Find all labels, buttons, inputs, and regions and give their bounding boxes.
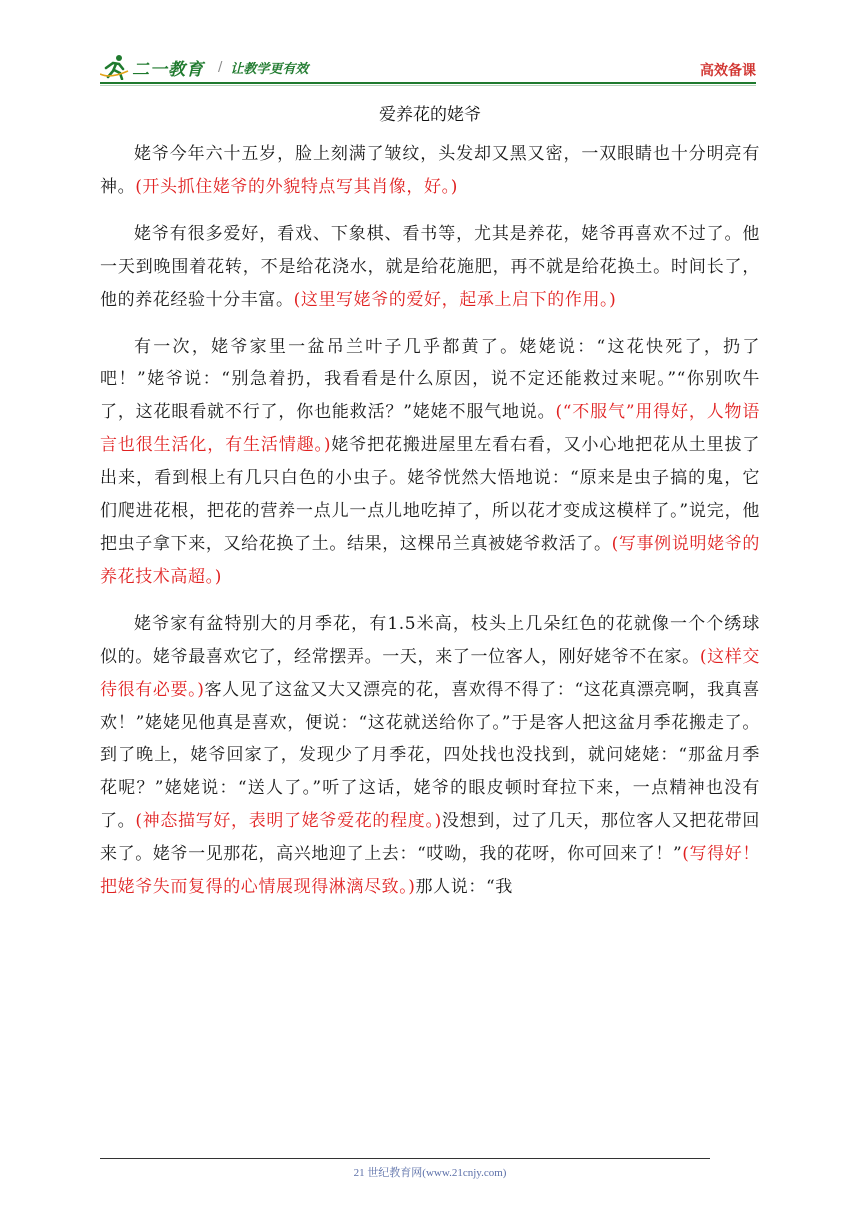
teacher-comment: (开头抓住姥爷的外貌特点写其肖像，好。) xyxy=(135,176,458,197)
paragraph xyxy=(100,608,760,904)
header-separator: / xyxy=(218,59,223,75)
paragraph xyxy=(100,218,760,317)
teacher-comment: (这里写姥爷的爱好，起承上启下的作用。) xyxy=(293,289,617,310)
teacher-comment: (“不服气”用得好，人物语言也很生活化，有生活情趣。) xyxy=(100,402,760,456)
body-text: 姥爷把花搬进屋里左看右看，又小心地把花从土里拔了出来，看到根上有几只白色的小虫子。姥爷恍然大悟地说：“原来是虫子搞的鬼，它们爬进花根，把花的营养一点儿一点儿地吃掉了，所以花才变成这模样了。”说完，他把虫子拿下来，又给花换了土。结果，这棵吊兰真被姥爷救活了。 xyxy=(100,435,760,554)
footer-divider xyxy=(100,1158,710,1159)
document-body xyxy=(100,138,760,918)
body-text: 那人说：“我 xyxy=(415,877,513,898)
header-divider-thin xyxy=(100,85,756,86)
logo-text: 二一教育 xyxy=(132,59,204,80)
body-text: 姥爷家有盆特别大的月季花，有1.5米高，枝头上几朵红色的花就像一个个绣球似的。姥爷最喜欢它了，经常摆弄。一天，来了一位客人，刚好姥爷不在家。 xyxy=(100,613,760,667)
header-right-label: 高效备课 xyxy=(700,63,756,79)
paragraph xyxy=(100,331,760,594)
teacher-comment: (写得好！把姥爷失而复得的心情展现得淋漓尽致。) xyxy=(100,844,760,898)
teacher-comment: (神态描写好，表明了姥爷爱花的程度。) xyxy=(135,811,442,832)
page-header xyxy=(100,52,756,82)
running-figure-icon xyxy=(100,54,130,80)
paragraph xyxy=(100,138,760,204)
header-slogan: 让教学更有效 xyxy=(230,61,309,77)
document-title: 爱养花的姥爷 xyxy=(379,105,481,125)
body-text: 姥爷今年六十五岁，脸上刻满了皱纹，头发却又黑又密，一双眼睛也十分明亮有神。 xyxy=(100,144,760,197)
teacher-comment: (写事例说明姥爷的养花技术高超。) xyxy=(100,533,760,587)
body-text: 客人见了这盆又大又漂亮的花，喜欢得不得了：“这花真漂亮啊，我真喜欢！”姥姥见他真是喜欢，便说：“这花就送给你了。”于是客人把这盆月季花搬走了。到了晚上，姥爷回家了，发现少了月季花，四处找也没找到，就问姥姥：“那盆月季花呢？”姥姥说：“送人了。”听了这话，姥爷的眼皮顿时耷拉下来，一点精神也没有了。 xyxy=(100,679,760,832)
footer-source: 21 世纪教育网(www.21cnjy.com) xyxy=(353,1167,507,1179)
body-text: 姥爷有很多爱好，看戏、下象棋、看书等，尤其是养花，姥爷再喜欢不过了。他一天到晚围着花转，不是给花浇水，就是给花施肥，再不就是给花换土。时间长了，他的养花经验十分丰富。 xyxy=(100,223,760,310)
body-text: 有一次，姥爷家里一盆吊兰叶子几乎都黄了。姥姥说：“这花快死了，扔了吧！”姥爷说：“别急着扔，我看看是什么原因，说不定还能救过来呢。”“你别吹牛了，这花眼看就不行了，你也能救活？”姥姥不服气地说。 xyxy=(100,336,760,423)
body-text: 没想到，过了几天，那位客人又把花带回来了。姥爷一见那花，高兴地迎了上去：“哎呦，我的花呀，你可回来了！” xyxy=(100,811,760,865)
logo xyxy=(100,54,308,80)
teacher-comment: (这样交待很有必要。) xyxy=(100,646,760,700)
header-divider xyxy=(100,82,756,84)
